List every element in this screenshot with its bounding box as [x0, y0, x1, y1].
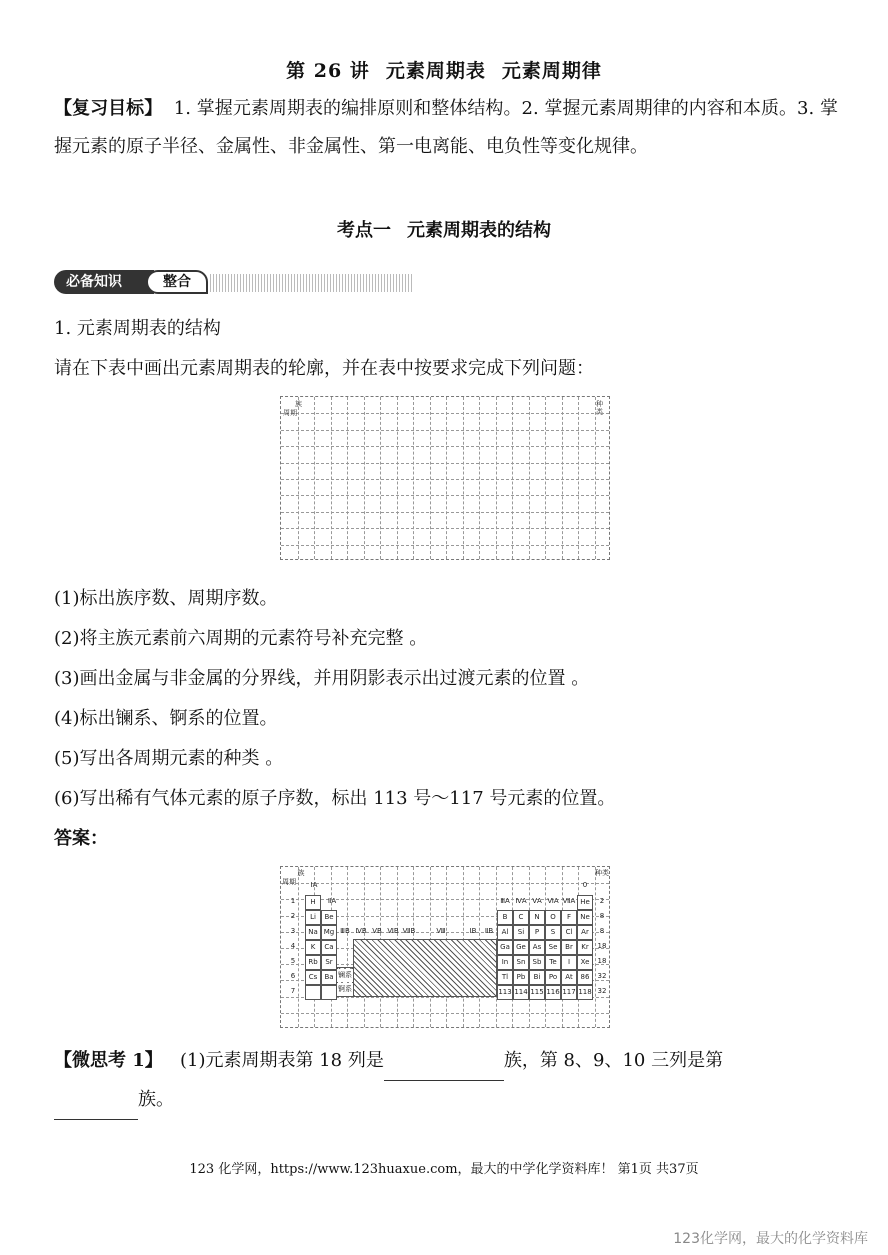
- answer-blank-2[interactable]: [54, 1081, 138, 1120]
- element-cell-se: Se: [545, 940, 561, 955]
- ans-corner-period: 周期: [282, 878, 296, 886]
- transition-header-5b: ⅤB: [372, 927, 382, 935]
- grid-line-h: [281, 545, 609, 546]
- element-cell-po: Po: [545, 970, 561, 985]
- task-2: (2)将主族元素前六周期的元素符号补充完整 。: [54, 628, 428, 649]
- section-heading: 考点一 元素周期表的结构: [337, 220, 551, 241]
- watermark: 123化学网，最大的化学资料库: [673, 1231, 868, 1247]
- heading-structure: 1. 元素周期表的结构: [54, 318, 221, 339]
- transition-header-3b: ⅢB: [340, 927, 350, 935]
- count-period-6: 32: [597, 972, 607, 980]
- element-cell-118: 118: [577, 985, 593, 1000]
- grid-line-v: [545, 397, 546, 559]
- answer-periodic-table: [280, 866, 610, 1028]
- grid-line-v: [364, 397, 365, 559]
- think-text-3: 族。: [138, 1089, 174, 1110]
- group-header-5a: ⅤA: [532, 897, 542, 905]
- blank-periodic-table: [280, 396, 610, 560]
- transition-header-1b: IB: [469, 927, 477, 935]
- goals-text: 1. 掌握元素周期表的编排原则和整体结构。2. 掌握元素周期律的内容和本质。3. 掌握元素的原子半径、金属性、非金属性、第一电离能、电负性等变化规律。: [54, 98, 838, 157]
- element-cell-empty-7b: [321, 985, 337, 1000]
- answer-blank-1[interactable]: [384, 1042, 504, 1081]
- transition-header-7b: ⅦB: [402, 927, 416, 935]
- element-cell-115: 115: [529, 985, 545, 1000]
- grid-line-v: [314, 397, 315, 559]
- element-cell-kr: Kr: [577, 940, 593, 955]
- ans-right-header: 种类: [595, 869, 609, 877]
- element-cell-o: O: [545, 910, 561, 925]
- blank-corner-group: 族: [295, 400, 302, 408]
- think-label: 【微思考 1】: [54, 1050, 163, 1071]
- element-cell-tl: Tl: [497, 970, 513, 985]
- blank-right-header: 种类: [596, 400, 603, 416]
- element-cell-te: Te: [545, 955, 561, 970]
- knowledge-banner: [54, 270, 414, 294]
- group-header-3a: ⅢA: [500, 897, 510, 905]
- element-cell-ar: Ar: [577, 925, 593, 940]
- element-cell-na: Na: [305, 925, 321, 940]
- grid-line-h: [281, 479, 609, 480]
- element-cell-ba: Ba: [321, 970, 337, 985]
- grid-line-h: [281, 430, 609, 431]
- element-cell-p: P: [529, 925, 545, 940]
- count-period-5: 18: [597, 957, 607, 965]
- grid-line-v: [347, 867, 348, 1027]
- group-header-7a: ⅦA: [562, 897, 576, 905]
- grid-line-h: [281, 528, 609, 529]
- instruction-text: 请在下表中画出元素周期表的轮廓，并在表中按要求完成下列问题：: [54, 358, 594, 379]
- element-cell-b: B: [497, 910, 513, 925]
- transition-header-8: Ⅷ: [436, 927, 446, 935]
- grid-line-h: [281, 495, 609, 496]
- group-header-6a: ⅥA: [547, 897, 559, 905]
- element-cell-116: 116: [545, 985, 561, 1000]
- transition-header-6b: ⅥB: [387, 927, 399, 935]
- grid-line-v: [562, 397, 563, 559]
- element-cell-at: At: [561, 970, 577, 985]
- period-1: 1: [290, 897, 296, 905]
- grid-line-h: [281, 463, 609, 464]
- ans-corner-group: 族: [297, 869, 305, 877]
- task-5: (5)写出各周期元素的种类 。: [54, 748, 284, 769]
- review-goals: [54, 90, 838, 166]
- element-cell-br: Br: [561, 940, 577, 955]
- think-question: [54, 1042, 838, 1120]
- grid-line-v: [595, 397, 596, 559]
- grid-line-v: [347, 397, 348, 559]
- transition-header-2b: ⅡB: [484, 927, 494, 935]
- grid-line-h: [281, 883, 609, 884]
- element-cell-f: F: [561, 910, 577, 925]
- element-cell-pb: Pb: [513, 970, 529, 985]
- grid-line-v: [413, 397, 414, 559]
- think-text-1: (1)元素周期表第 18 列是: [179, 1050, 384, 1071]
- lanthanide-label: 镧系: [337, 969, 353, 982]
- period-6: 6: [290, 972, 296, 980]
- element-cell-ne: Ne: [577, 910, 593, 925]
- group-header-2a: ⅡA: [327, 897, 337, 905]
- element-cell-sn: Sn: [513, 955, 529, 970]
- grid-line-h: [281, 512, 609, 513]
- page-title: 第 26 讲 元素周期表 元素周期律: [286, 60, 602, 82]
- element-cell-as: As: [529, 940, 545, 955]
- task-1: (1)标出族序数、周期序数。: [54, 588, 278, 609]
- element-cell-i: I: [561, 955, 577, 970]
- element-cell-sb: Sb: [529, 955, 545, 970]
- grid-line-v: [397, 397, 398, 559]
- transition-header-4b: ⅣB: [355, 927, 367, 935]
- element-cell-ga: Ga: [497, 940, 513, 955]
- count-period-7: 32: [597, 987, 607, 995]
- actinide-label: 锕系: [337, 983, 353, 996]
- period-2: 2: [290, 912, 296, 920]
- period-3: 3: [290, 927, 296, 935]
- element-cell-s: S: [545, 925, 561, 940]
- group-header-4a: ⅣA: [515, 897, 527, 905]
- element-cell-he: He: [577, 895, 593, 910]
- goals-label: 【复习目标】: [54, 98, 163, 119]
- element-cell-mg: Mg: [321, 925, 337, 940]
- task-6: (6)写出稀有气体元素的原子序数，标出 113 号～117 号元素的位置。: [54, 788, 616, 809]
- element-cell-rb: Rb: [305, 955, 321, 970]
- element-cell-117: 117: [561, 985, 577, 1000]
- element-cell-xe: Xe: [577, 955, 593, 970]
- count-period-1: 2: [599, 897, 605, 905]
- grid-line-h: [281, 446, 609, 447]
- blank-corner-period: 周期: [283, 409, 297, 417]
- banner-stripe: [210, 274, 414, 292]
- element-cell-ge: Ge: [513, 940, 529, 955]
- page-footer: 123 化学网，https://www.123huaxue.com，最大的中学化学资料库！ 第1页 共37页: [189, 1162, 699, 1177]
- element-cell-sr: Sr: [321, 955, 337, 970]
- grid-line-h: [281, 1013, 609, 1014]
- grid-line-v: [496, 397, 497, 559]
- grid-line-v: [331, 397, 332, 559]
- grid-line-v: [578, 397, 579, 559]
- element-cell-empty-7a: [305, 985, 321, 1000]
- count-period-4: 18: [597, 942, 607, 950]
- grid-line-v: [446, 397, 447, 559]
- element-cell-h: H: [305, 895, 321, 910]
- element-cell-n: N: [529, 910, 545, 925]
- element-cell-k: K: [305, 940, 321, 955]
- transition-metals-shading: [353, 939, 497, 997]
- grid-line-v: [298, 397, 299, 559]
- count-period-3: 8: [599, 927, 605, 935]
- element-cell-al: Al: [497, 925, 513, 940]
- element-cell-114: 114: [513, 985, 529, 1000]
- task-4: (4)标出镧系、锕系的位置。: [54, 708, 278, 729]
- grid-line-v: [430, 397, 431, 559]
- element-cell-li: Li: [305, 910, 321, 925]
- element-cell-bi: Bi: [529, 970, 545, 985]
- element-cell-in: In: [497, 955, 513, 970]
- group-header-0: 0: [582, 881, 588, 889]
- think-text-2: 族，第 8、9、10 三列是第: [503, 1050, 724, 1071]
- element-cell-ca: Ca: [321, 940, 337, 955]
- grid-line-v: [479, 397, 480, 559]
- answer-label: 答案：: [54, 828, 108, 849]
- task-3: (3)画出金属与非金属的分界线，并用阴影表示出过渡元素的位置 。: [54, 668, 590, 689]
- element-cell-cl: Cl: [561, 925, 577, 940]
- element-cell-86: 86: [577, 970, 593, 985]
- element-cell-cs: Cs: [305, 970, 321, 985]
- element-cell-be: Be: [321, 910, 337, 925]
- element-cell-c: C: [513, 910, 529, 925]
- grid-line-v: [380, 397, 381, 559]
- element-cell-113: 113: [497, 985, 513, 1000]
- banner-label-knowledge: 必备知识: [54, 270, 154, 294]
- group-header-1a: IA: [310, 881, 318, 889]
- grid-line-v: [529, 397, 530, 559]
- count-period-2: 8: [599, 912, 605, 920]
- grid-line-v: [512, 397, 513, 559]
- element-cell-si: Si: [513, 925, 529, 940]
- period-5: 5: [290, 957, 296, 965]
- grid-line-v: [463, 397, 464, 559]
- grid-line-h: [281, 413, 609, 414]
- period-4: 4: [290, 942, 296, 950]
- banner-label-integrate: 整合: [146, 270, 208, 294]
- period-7: 7: [290, 987, 296, 995]
